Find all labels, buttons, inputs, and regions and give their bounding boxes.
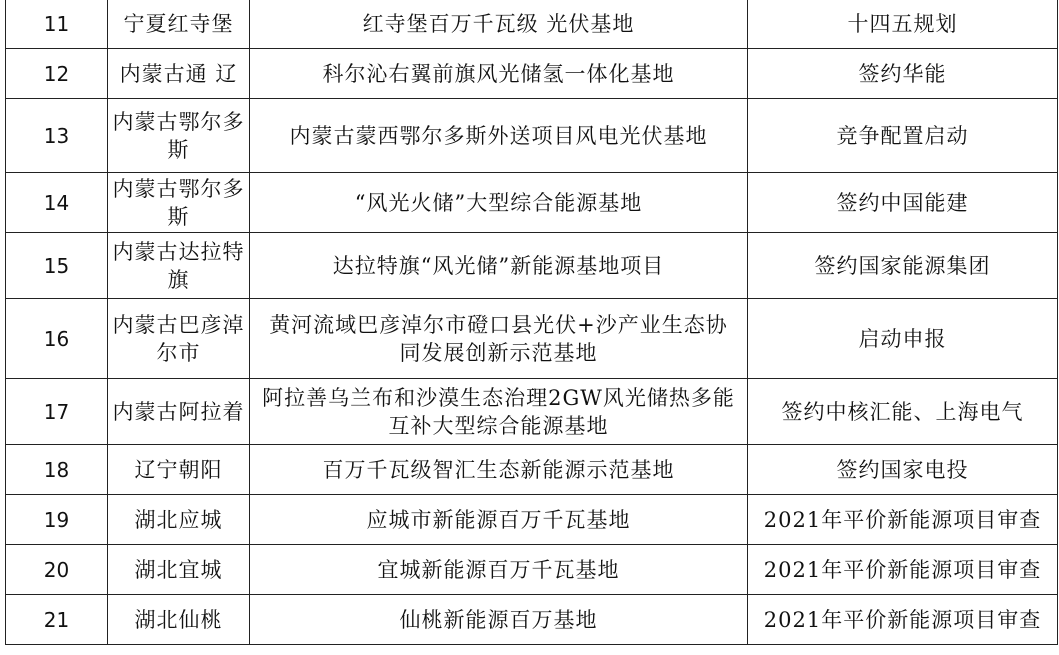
table-row [6, 445, 1058, 495]
row-location: 湖北应城 [108, 495, 250, 545]
row-location: 湖北宜城 [108, 545, 250, 595]
row-status: 签约中国能建 [748, 173, 1058, 233]
row-project: 仙桃新能源百万基地 [250, 595, 748, 645]
row-status: 十四五规划 [748, 0, 1058, 49]
row-status: 竞争配置启动 [748, 99, 1058, 173]
row-project: 黄河流域巴彦淖尔市磴口县光伏+沙产业生态协同发展创新示范基地 [250, 299, 748, 379]
row-project: 宜城新能源百万千瓦基地 [250, 545, 748, 595]
table-row [6, 0, 1058, 49]
row-project: “风光火储”大型综合能源基地 [250, 173, 748, 233]
table-row [6, 595, 1058, 645]
row-location: 内蒙古鄂尔多斯 [108, 99, 250, 173]
row-status: 签约华能 [748, 49, 1058, 99]
row-location: 湖北仙桃 [108, 595, 250, 645]
table-row [6, 379, 1058, 445]
row-status: 签约国家能源集团 [748, 233, 1058, 299]
row-location: 宁夏红寺堡 [108, 0, 250, 49]
row-location: 内蒙古鄂尔多斯 [108, 173, 250, 233]
row-location: 辽宁朝阳 [108, 445, 250, 495]
row-project: 百万千瓦级智汇生态新能源示范基地 [250, 445, 748, 495]
row-status: 签约中核汇能、上海电气 [748, 379, 1058, 445]
row-status: 签约国家电投 [748, 445, 1058, 495]
table-row [6, 299, 1058, 379]
row-location: 内蒙古阿拉着 [108, 379, 250, 445]
row-status: 2021年平价新能源项目审查 [748, 545, 1058, 595]
table-row [6, 49, 1058, 99]
table-row [6, 99, 1058, 173]
row-project: 内蒙古蒙西鄂尔多斯外送项目风电光伏基地 [250, 99, 748, 173]
row-location: 内蒙古达拉特旗 [108, 233, 250, 299]
row-number: 14 [6, 173, 108, 233]
row-number: 21 [6, 595, 108, 645]
row-number: 15 [6, 233, 108, 299]
row-project: 科尔沁右翼前旗风光储氢一体化基地 [250, 49, 748, 99]
row-location: 内蒙古巴彦淖尔市 [108, 299, 250, 379]
row-project: 红寺堡百万千瓦级 光伏基地 [250, 0, 748, 49]
row-status: 2021年平价新能源项目审查 [748, 495, 1058, 545]
row-status: 2021年平价新能源项目审查 [748, 595, 1058, 645]
row-status: 启动申报 [748, 299, 1058, 379]
energy-base-table [5, 0, 1058, 645]
table-row [6, 495, 1058, 545]
row-number: 16 [6, 299, 108, 379]
table-row [6, 545, 1058, 595]
row-number: 20 [6, 545, 108, 595]
table-row [6, 173, 1058, 233]
row-number: 12 [6, 49, 108, 99]
row-project: 阿拉善乌兰布和沙漠生态治理2GW风光储热多能互补大型综合能源基地 [250, 379, 748, 445]
row-number: 18 [6, 445, 108, 495]
row-number: 19 [6, 495, 108, 545]
row-number: 17 [6, 379, 108, 445]
row-number: 11 [6, 0, 108, 49]
row-project: 应城市新能源百万千瓦基地 [250, 495, 748, 545]
row-number: 13 [6, 99, 108, 173]
table-row [6, 233, 1058, 299]
row-project: 达拉特旗“风光储”新能源基地项目 [250, 233, 748, 299]
row-location: 内蒙古通 辽 [108, 49, 250, 99]
